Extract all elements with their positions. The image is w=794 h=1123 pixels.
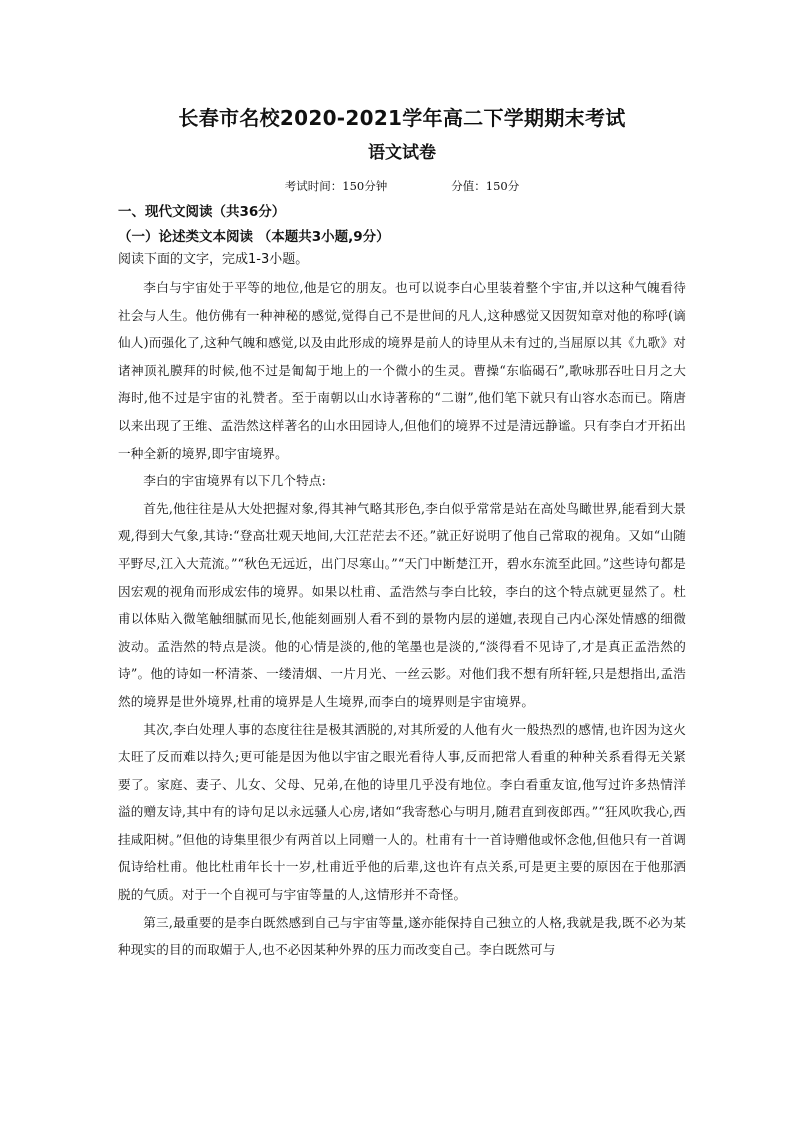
exam-time: 考试时间：150分钟	[284, 179, 388, 193]
exam-page	[118, 102, 686, 964]
exam-info	[118, 177, 686, 195]
exam-score: 分值：150分	[451, 179, 520, 193]
paragraph: 首先,他往往是从大处把握对象,得其神气略其形色,李白似乎常常是站在高处鸟瞰世界,能看到大景观,得到大气象,其诗:“登高壮观天地间,大江茫茫去不还。”就正好说明了他自己常取的视角。又如“山随平野尽,江入大荒流。”“秋色无远近，出门尽寒山。”“天门中断楚江开，碧水东流至此回。”这些诗句都是因宏观的视角而形成宏伟的境界。如果以杜甫、孟浩然与李白比较，李白的这个特点就更显然了。杜甫以体贴入微笔触细腻而见长,他能刻画别人看不到的景物内层的递嬗,表现自己内心深处情感的细微波动。孟浩然的特点是淡。他的心情是淡的,他的笔墨也是淡的,“淡得看不见诗了,才是真正孟浩然的诗”。他的诗如一杯清茶、一缕清烟、一片月光、一丝云影。对他们我不想有所轩轾,只是想指出,孟浩然的境界是世外境界,杜甫的境界是人生境界,而李白的境界则是宇宙境界。	[118, 500, 686, 709]
paragraph: 其次,李白处理人事的态度往往是极其洒脱的,对其所爱的人他有火一般热烈的感情,也许因为这火太旺了反而难以持久;更可能是因为他以宇宙之眼光看待人事,反而把常人看重的种种关系看得无关紧要了。家庭、妻子、儿女、父母、兄弟,在他的诗里几乎没有地位。李白看重友谊,他写过许多热情洋溢的赠友诗,其中有的诗句足以永远骚人心房,诸如“我寄愁心与明月,随君直到夜郎西。”“狂风吹我心,西挂咸阳树。”但他的诗集里很少有两首以上同赠一人的。杜甫有十一首诗赠他或怀念他,但他只有一首调侃诗给杜甫。他比杜甫年长十一岁,杜甫近乎他的后辈,这也许有点关系,可是更主要的原因在于他那洒脱的气质。对于一个自视可与宇宙等量的人,这情形并不奇怪。	[118, 721, 686, 903]
paragraph: 李白与宇宙处于平等的地位,他是它的朋友。也可以说李白心里装着整个宇宙,并以这种气魄看待社会与人生。他仿佛有一种神秘的感觉,觉得自己不是世间的凡人,这种感觉又因贺知章对他的称呼(谪仙人)而强化了,这种气魄和感觉,以及由此形成的境界是前人的诗里从未有过的,当屈原以其《九歌》对诸神顶礼膜拜的时候,他不过是匍匐于地上的一个微小的生灵。曹操“东临碣石”,歌咏那吞吐日月之大海时,他不过是宇宙的礼赞者。至于南朝以山水诗著称的“二谢”,他们笔下就只有山容水态而已。隋唐以来出现了王维、孟浩然这样著名的山水田园诗人,但他们的境界不过是清远静谧。只有李白才开拓出一种全新的境界,即宇宙境界。	[118, 280, 686, 461]
paragraph: 李白的宇宙境界有以下几个特点:	[143, 473, 326, 489]
part-heading: （一）论述类文本阅读 （本题共3小题,9分）	[118, 229, 390, 245]
reading-instruction: 阅读下面的文字，完成1-3小题。	[118, 252, 309, 267]
exam-subtitle: 语文试卷	[368, 143, 436, 163]
exam-title: 长春市名校2020-2021学年高二下学期期末考试	[178, 106, 626, 130]
paragraph: 第三,最重要的是李白既然感到自己与宇宙等量,遂亦能保持自己独立的人格,我就是我,既不必为某种现实的目的而取媚于人,也不必因某种外界的压力而改变自己。李白既然可与	[118, 914, 686, 958]
section-heading: 一、现代文阅读（共36分）	[118, 204, 286, 220]
